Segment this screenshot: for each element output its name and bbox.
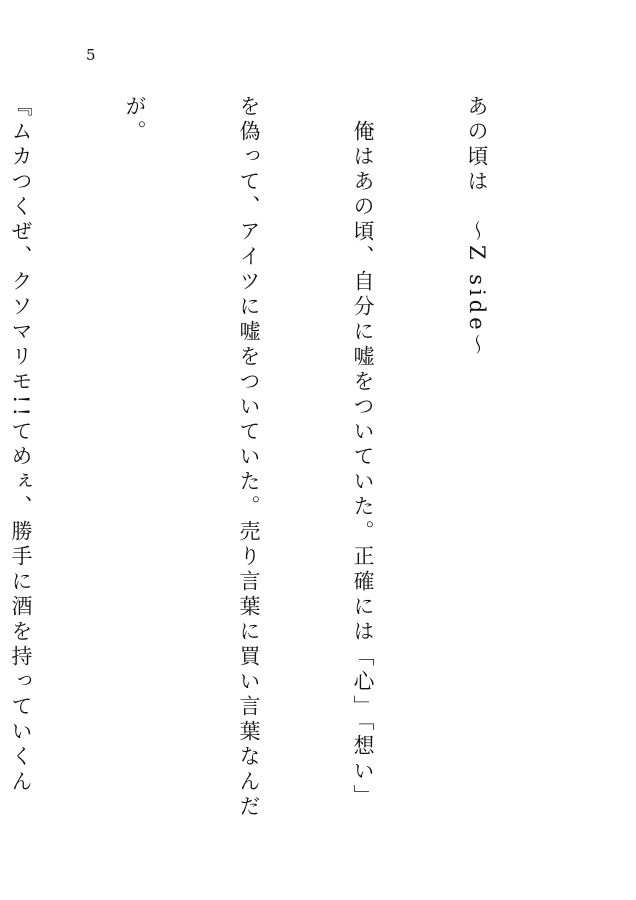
page-number: 5 <box>86 46 96 64</box>
vertical-body-text <box>0 95 572 865</box>
text-line: を偽って、アイツに嘘をついていた。売り言葉に買い言葉なんだ <box>237 95 261 820</box>
text-line: 『ムカつくぜ、クソマリモ!!てめぇ、勝手に酒を持っていくん <box>9 95 33 795</box>
chapter-title-line: あの頃は ～Z side～ <box>465 95 489 359</box>
text-line: が。 <box>123 95 147 145</box>
text-line: 俺はあの頃、自分に嘘をついていた。正確には「心」「想い」 <box>351 95 375 810</box>
